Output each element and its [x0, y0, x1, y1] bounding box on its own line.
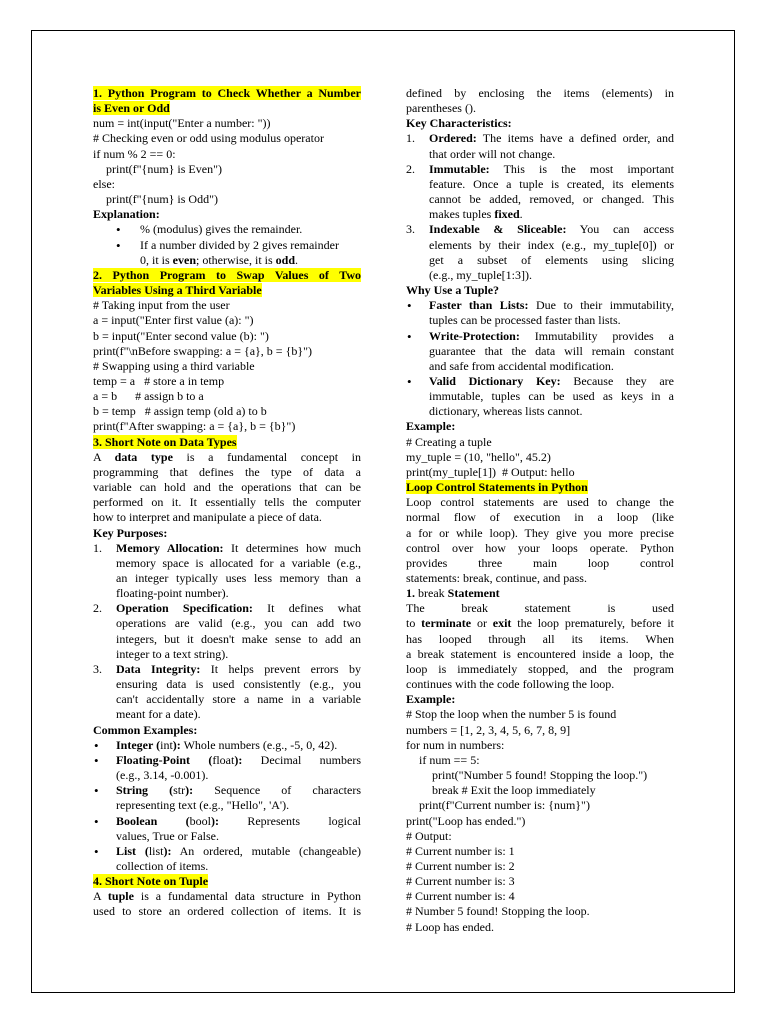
code-line: # Number 5 found! Stopping the loop.	[406, 904, 590, 919]
list-item: • Valid Dictionary Key: Because they are immutable, tuples can be used as keys in a dictionary, whereas lists cannot.	[407, 373, 675, 419]
paragraph-line: variable can hold and the operations that can be	[93, 480, 361, 495]
heading-even-odd-cont: is Even or Odd	[93, 101, 170, 116]
paragraph-line: control over how your loops operate. Python	[406, 540, 674, 555]
code-line: print("Number 5 found! Stopping the loop.")	[432, 768, 648, 783]
paragraph-line: to terminate or exit the loop prematurely, before it	[406, 616, 674, 631]
code-line: if num == 5:	[419, 752, 480, 767]
list-item: • String (str): Sequence of characters representing text (e.g., "Hello", 'A').	[94, 783, 362, 813]
list-item: • Write-Protection: Immutability provides a guarantee that the data will remain constant and safe from accidental modification.	[407, 328, 674, 373]
list-item: • % (modulus) gives the remainder.	[116, 222, 303, 238]
paragraph-line: used to store an ordered collection of items. It is	[93, 904, 361, 919]
paragraph-line: performed on it. It essentially tells the computer	[93, 495, 361, 510]
code-line: # Current number is: 2	[406, 858, 515, 873]
list-item: • Integer (int): Whole numbers (e.g., -5, 0, 42).	[94, 737, 338, 753]
code-line: # Checking even or odd using modulus operator	[93, 131, 324, 146]
paragraph-line: normal flow of execution in a loop (like	[406, 510, 674, 525]
code-line: temp = a # store a in temp	[93, 373, 225, 388]
paragraph-line: loop is immediately stopped, and the program	[406, 661, 674, 676]
key-characteristics-heading: Key Characteristics:	[406, 116, 512, 131]
code-line: b = temp # assign temp (old a) to b	[93, 404, 267, 419]
left-column	[93, 86, 361, 920]
numbered-item: 1. Ordered: The items have a defined order, and that order will not change.	[406, 131, 674, 161]
code-line: # Stop the loop when the number 5 is found	[406, 707, 617, 722]
code-line: for num in numbers:	[406, 737, 505, 752]
paragraph-line: The break statement is used	[406, 601, 674, 616]
code-line: # Taking input from the user	[93, 298, 230, 313]
code-line: # Output:	[406, 828, 452, 843]
list-item: • Floating-Point (float): Decimal numbers (e.g., 3.14, -0.001).	[94, 752, 361, 783]
code-line: a = input("Enter first value (a): ")	[93, 313, 254, 328]
why-tuple-heading: Why Use a Tuple?	[406, 283, 500, 298]
code-line: print(my_tuple[1]) # Output: hello	[406, 464, 575, 479]
code-line: numbers = [1, 2, 3, 4, 5, 6, 7, 8, 9]	[406, 722, 571, 737]
code-line: # Current number is: 4	[406, 889, 515, 904]
code-line: b = input("Enter second value (b): ")	[93, 328, 269, 343]
heading-loop-control: Loop Control Statements in Python	[406, 480, 588, 495]
code-line: # Current number is: 1	[406, 843, 515, 858]
code-line: my_tuple = (10, "hello", 45.2)	[406, 449, 551, 464]
code-line: # Swapping using a third variable	[93, 358, 255, 373]
code-line: print("Loop has ended.")	[406, 813, 526, 828]
paragraph-line: Loop control statements are used to change the	[406, 495, 674, 510]
numbered-item: 2. Operation Specification: It defines what operations are valid (e.g., you can add two integers, but it doesn't make sense to add an integer to a text string).	[93, 601, 362, 661]
paragraph-line: how to interpret and manipulate a piece of data.	[93, 510, 322, 525]
list-item: • List (list): An ordered, mutable (changeable) collection of items.	[94, 843, 361, 873]
right-column	[406, 86, 674, 935]
paragraph-line: continues with the code following the loop.	[406, 677, 615, 692]
code-line: print(f"After swapping: a = {a}, b = {b}")	[93, 419, 296, 434]
code-line: print(f"\nBefore swapping: a = {a}, b = {b}")	[93, 343, 312, 358]
code-line: # Loop has ended.	[406, 919, 494, 934]
common-examples-heading: Common Examples:	[93, 722, 198, 737]
code-line: print(f"{num} is Odd")	[106, 192, 218, 207]
paragraph-line: parentheses ().	[406, 101, 476, 116]
code-line: if num % 2 == 0:	[93, 146, 176, 161]
code-line: # Current number is: 3	[406, 874, 515, 889]
example-heading: Example:	[406, 419, 456, 434]
code-line: a = b # assign b to a	[93, 389, 204, 404]
paragraph-line: a for or while loop). They give you more precise	[406, 525, 674, 540]
numbered-item: 2. Immutable: This is the most important feature. Once a tuple is created, its elements cannot be added, removed, or changed. This makes tuples fixed.	[406, 161, 674, 222]
paragraph-line: has looped through all its items. When	[406, 631, 674, 646]
key-purposes-heading: Key Purposes:	[93, 525, 168, 540]
list-item: • Faster than Lists: Due to their immutability, tuples can be processed faster than lists.	[407, 298, 674, 328]
heading-swap: 2. Python Program to Swap Values of Two	[93, 267, 361, 282]
code-line: print(f"Current number is: {num}")	[419, 798, 590, 813]
paragraph-line: statements: break, continue, and pass.	[406, 571, 587, 585]
heading-even-odd: 1. Python Program to Check Whether a Number	[93, 86, 361, 100]
paragraph-line: provides three main loop control	[406, 555, 674, 570]
explanation-heading: Explanation:	[93, 207, 160, 222]
numbered-item: 3. Indexable & Sliceable: You can access elements by their index (e.g., my_tuple[0]) or get a subset of elements using slicing (e.g., my_tuple[1:3]).	[406, 222, 674, 282]
paragraph-line: a break statement is encountered inside a loop, the	[406, 646, 674, 661]
code-line: else:	[93, 176, 115, 191]
heading-swap-cont: Variables Using a Third Variable	[93, 283, 262, 298]
code-line: print(f"{num} is Even")	[106, 161, 222, 176]
heading-data-types: 3. Short Note on Data Types	[93, 434, 237, 449]
heading-tuple: 4. Short Note on Tuple	[93, 874, 209, 889]
numbered-item: 3. Data Integrity: It helps prevent errors by ensuring data is used consistently (e.g., you can't accidentally store a name in a variable meant for a date).	[93, 661, 361, 722]
list-item: • If a number divided by 2 gives remainder 0, it is even; otherwise, it is odd.	[116, 237, 339, 267]
paragraph-line: defined by enclosing the items (elements) in	[406, 86, 674, 100]
paragraph-line: A tuple is a fundamental data structure in Python	[93, 889, 361, 904]
paragraph-line: programming that defines the type of data a	[93, 464, 361, 479]
example-heading: Example:	[406, 692, 456, 707]
code-line: break # Exit the loop immediately	[432, 783, 596, 798]
numbered-item: 1. Memory Allocation: It determines how much memory space is allocated for a variable (e.g., an integer typically uses less memory than a floating-point number).	[93, 540, 361, 601]
code-line: # Creating a tuple	[406, 434, 492, 449]
list-item: • Boolean (bool): Represents logical values, True or False.	[94, 813, 361, 843]
paragraph-line: A data type is a fundamental concept in	[93, 449, 362, 464]
break-statement-heading: 1. break Statement	[406, 586, 500, 601]
code-line: num = int(input("Enter a number: "))	[93, 116, 271, 131]
